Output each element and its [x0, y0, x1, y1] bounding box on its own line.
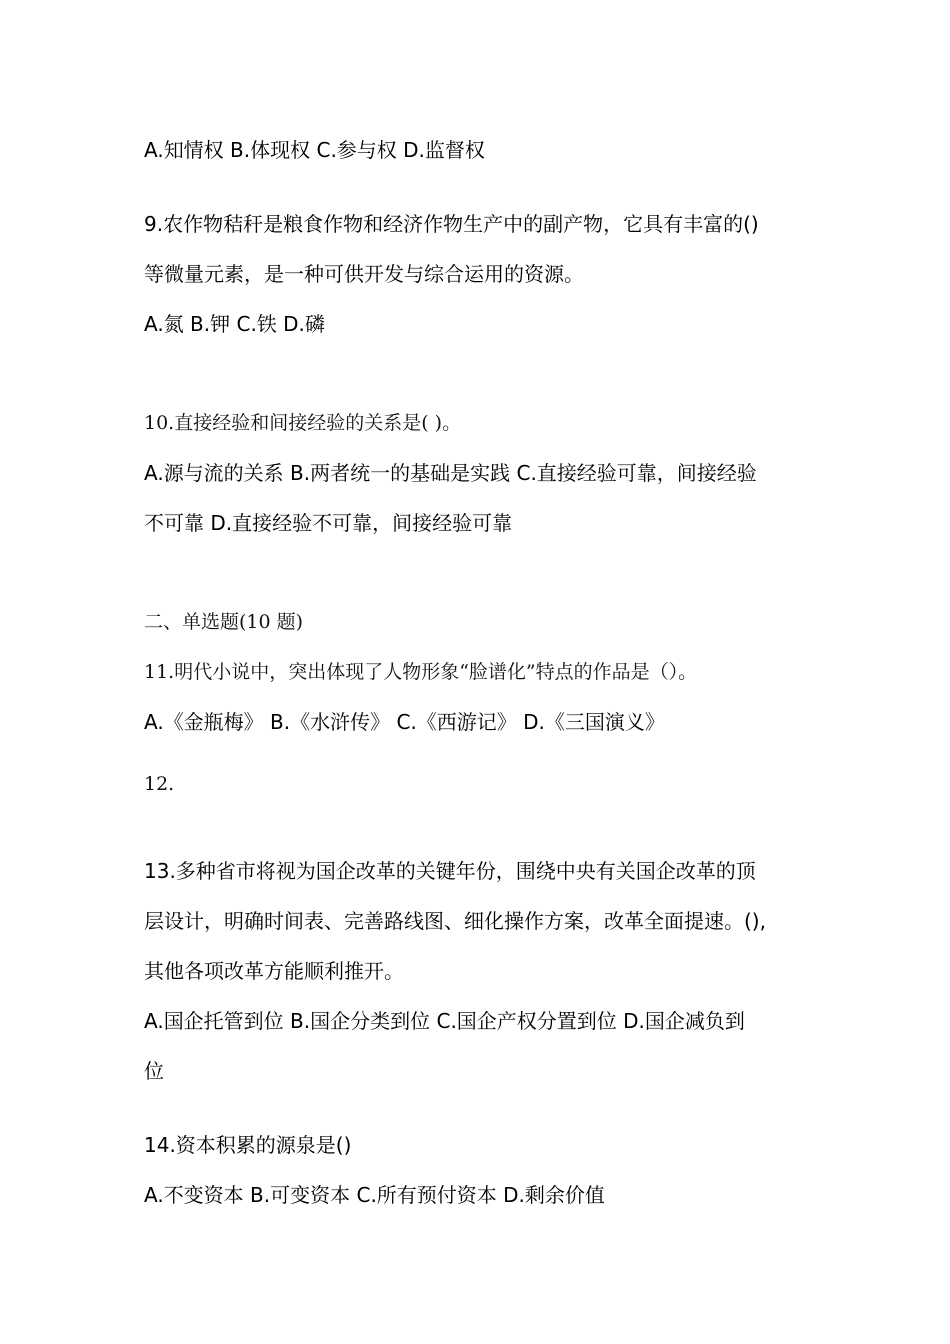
q9-stem-line-1: 9.农作物秸秆是粮食作物和经济作物生产中的副产物，它具有丰富的() [144, 212, 759, 236]
q12-number: 12. [144, 773, 175, 795]
section-heading: 二、单选题(10 题) [144, 611, 304, 633]
q9-options: A.氮 B.钾 C.铁 D.磷 [144, 312, 325, 336]
q13-options-line-2: 位 [144, 1059, 164, 1083]
q8-options: A.知情权 B.体现权 C.参与权 D.监督权 [144, 138, 485, 162]
q13-stem-line-3: 其他各项改革方能顺利推开。 [144, 959, 404, 983]
q11-options: A.《金瓶梅》 B.《水浒传》 C.《西游记》 D.《三国演义》 [144, 710, 665, 734]
q10-options-line-2: 不可靠 D.直接经验不可靠，间接经验可靠 [144, 511, 513, 535]
q11-stem: 11.明代小说中，突出体现了人物形象“脸谱化”特点的作品是（）。 [144, 661, 698, 683]
q13-options-line-1: A.国企托管到位 B.国企分类到位 C.国企产权分置到位 D.国企减负到 [144, 1009, 745, 1033]
q9-stem-line-2: 等微量元素，是一种可供开发与综合运用的资源。 [144, 262, 584, 286]
q10-options-line-1: A.源与流的关系 B.两者统一的基础是实践 C.直接经验可靠，间接经验 [144, 461, 757, 485]
q13-stem-line-1: 13.多种省市将视为国企改革的关键年份，围绕中央有关国企改革的顶 [144, 859, 756, 883]
q14-stem: 14.资本积累的源泉是() [144, 1133, 352, 1157]
q10-stem: 10.直接经验和间接经验的关系是( )。 [144, 412, 462, 434]
q14-options: A.不变资本 B.可变资本 C.所有预付资本 D.剩余价值 [144, 1183, 605, 1207]
q13-stem-line-2: 层设计，明确时间表、完善路线图、细化操作方案，改革全面提速。(), [144, 909, 766, 933]
